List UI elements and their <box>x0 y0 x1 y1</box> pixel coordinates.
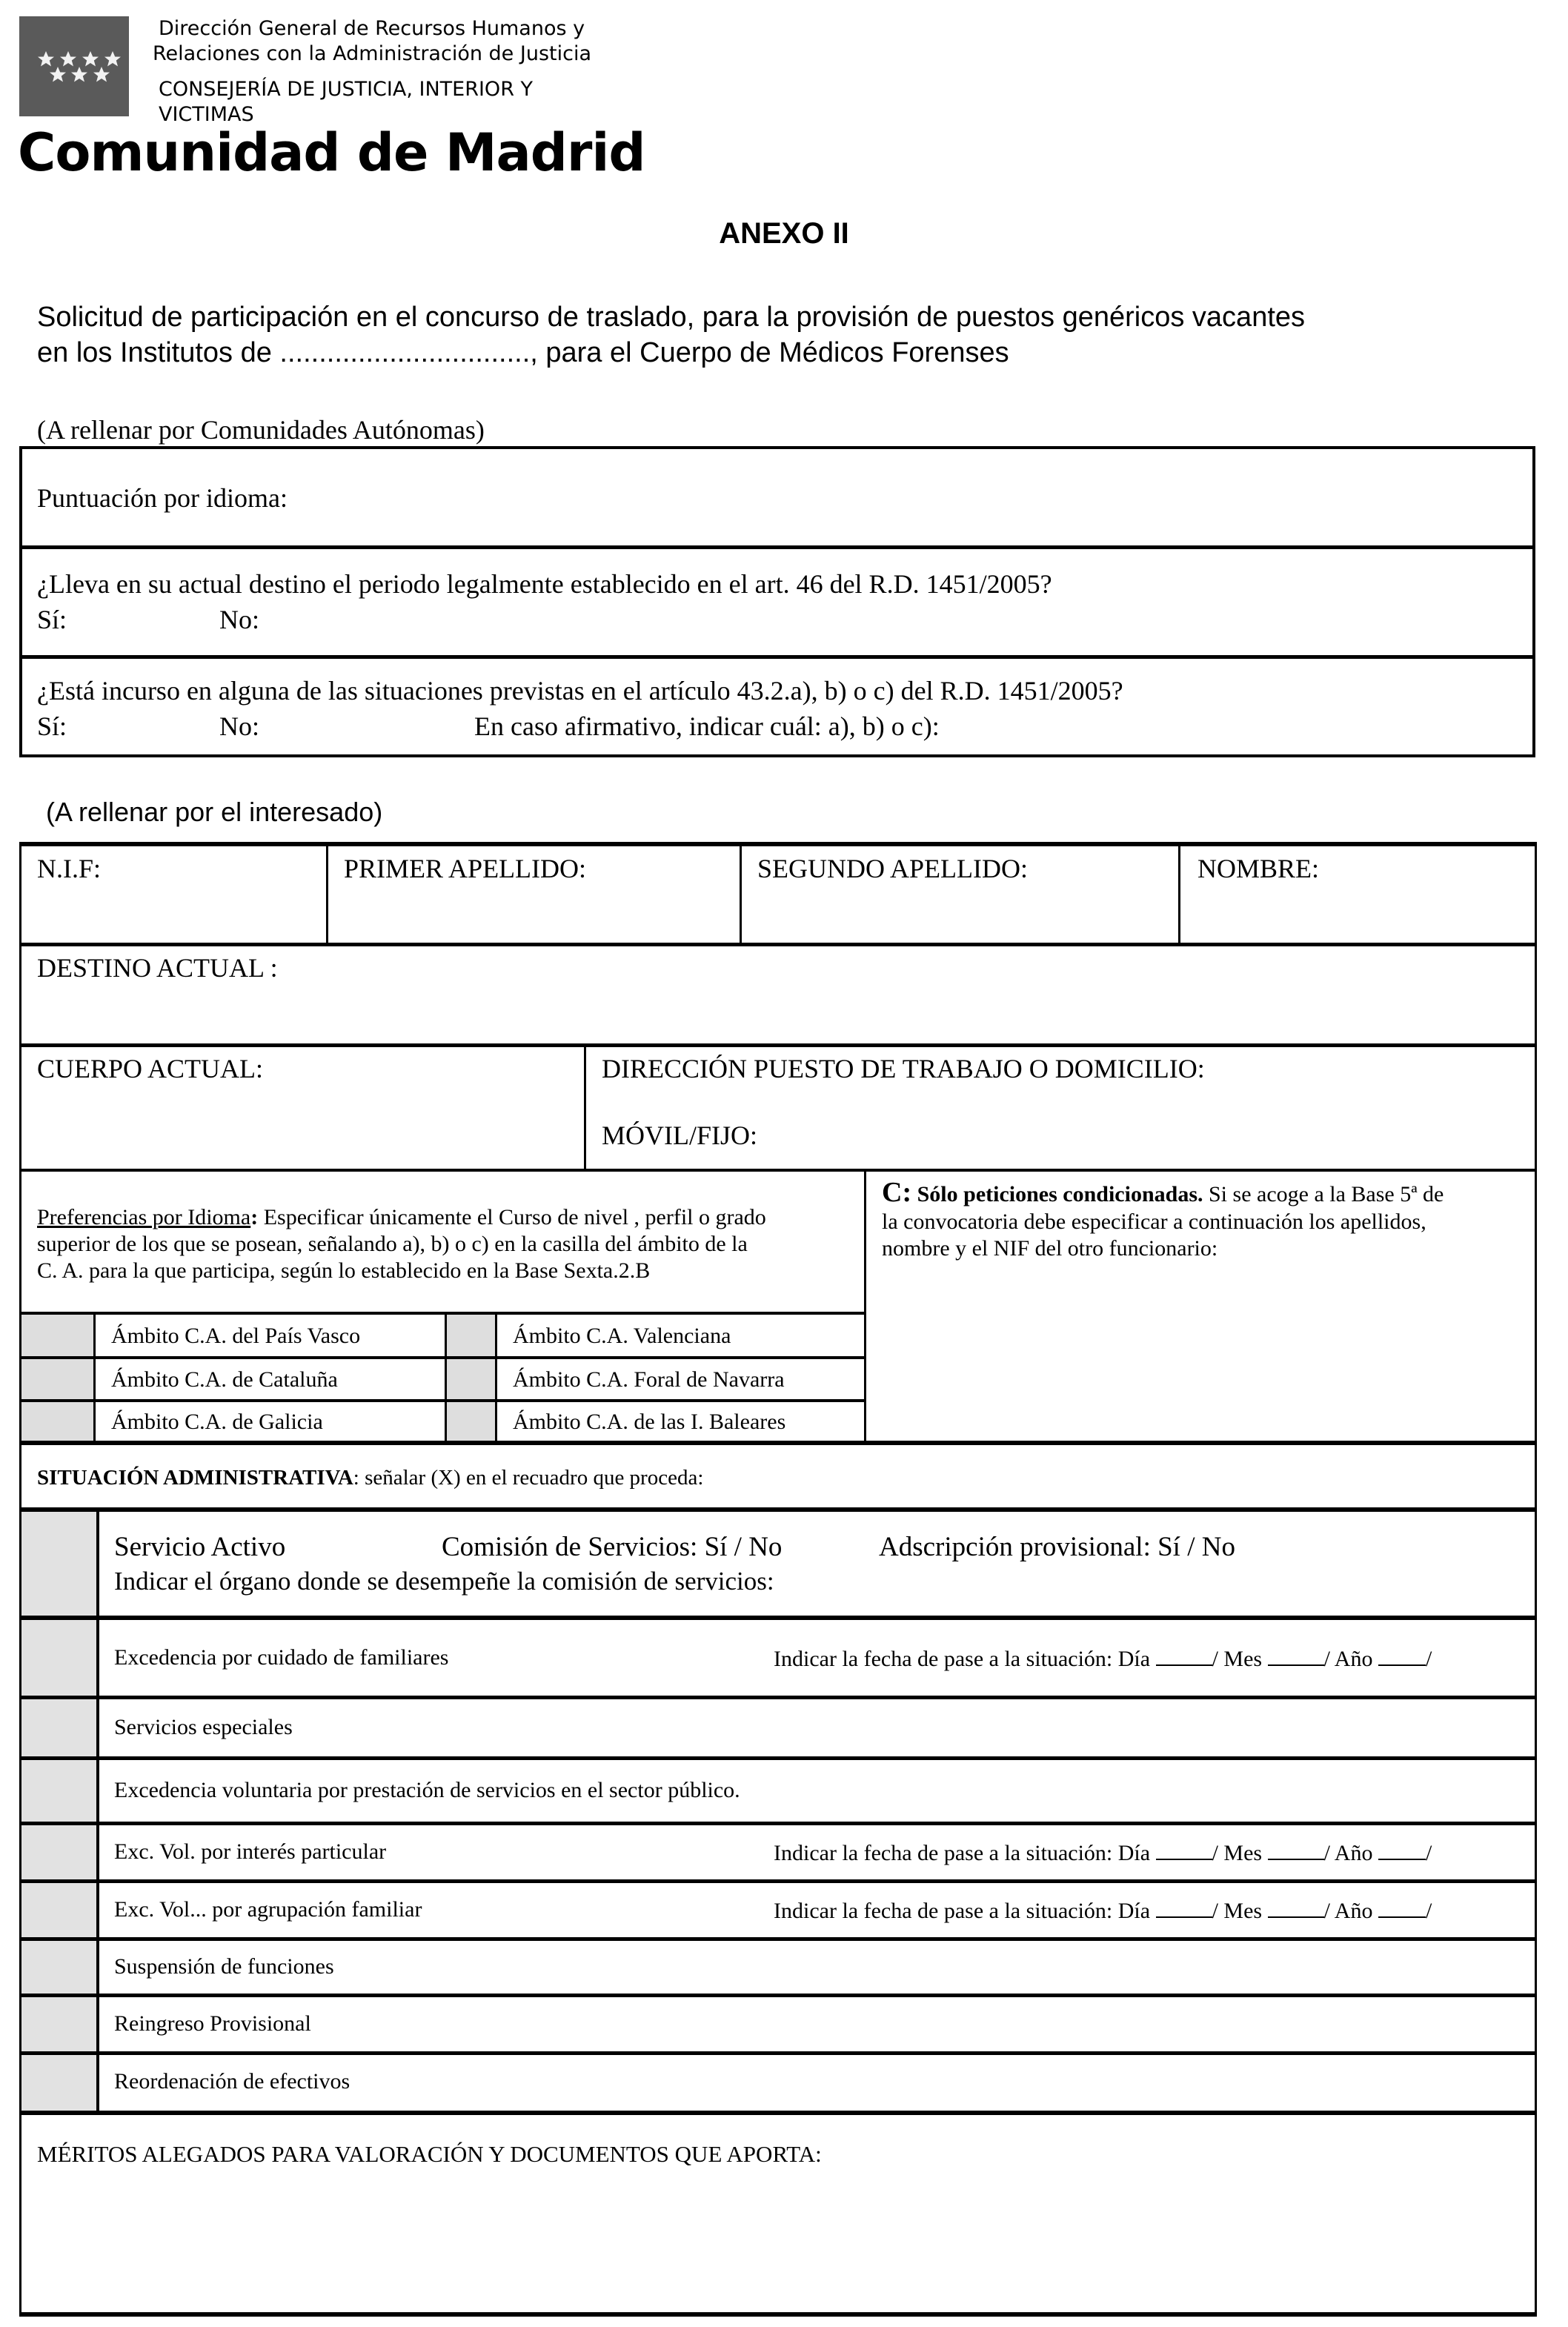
current-post-input[interactable] <box>30 989 1529 1035</box>
conditional-letter: C: <box>882 1177 912 1208</box>
divider <box>19 1937 1537 1941</box>
day-blank[interactable] <box>1156 1644 1212 1666</box>
language-preferences-text-2: superior de los que se posean, señalando a), b) o c) en la casilla del ámbito de la <box>37 1232 748 1256</box>
status-date-row <box>774 1838 1432 1868</box>
region-label-galicia: Ámbito C.A. de Galicia <box>111 1410 323 1434</box>
status-option-label: Reingreso Provisional <box>114 2011 311 2036</box>
divider <box>19 842 1537 846</box>
region-label-cataluna: Ámbito C.A. de Cataluña <box>111 1367 338 1392</box>
commission-organ-label: Indicar el órgano donde se desempeñe la comisión de servicios: <box>114 1567 774 1596</box>
region-checkbox-galicia[interactable] <box>21 1402 93 1441</box>
divider <box>19 943 1537 946</box>
status-date-row <box>774 1896 1432 1925</box>
month-blank[interactable] <box>1268 1838 1324 1860</box>
question-1-yes-label: Sí: <box>37 605 67 634</box>
status-option-label: Servicios especiales <box>114 1715 293 1739</box>
merits-label: MÉRITOS ALEGADOS PARA VALORACIÓN Y DOCUMENTOS QUE APORTA: <box>37 2141 822 2167</box>
date-year-label: / Año <box>1323 1647 1373 1671</box>
divider <box>19 2111 1537 2115</box>
status-option-label: Reordenación de efectivos <box>114 2069 351 2094</box>
provisional-assignment-label: Adscripción provisional: Sí / No <box>879 1532 1235 1562</box>
merits-input[interactable] <box>30 2179 1529 2308</box>
date-prefix: Indicar la fecha de pase a la situación: Día <box>774 1647 1151 1671</box>
language-preferences-text-3: C. A. para la que participa, según lo establecido en la Base Sexta.2.B <box>37 1258 651 1283</box>
conditional-heading: Sólo peticiones condicionadas. <box>911 1182 1203 1206</box>
question-period-established: ¿Lleva en su actual destino el periodo legalmente establecido en el art. 46 del R.D. 1451/2005? <box>37 569 1052 599</box>
question-1-no-label: No: <box>219 605 259 634</box>
current-post-label: DESTINO ACTUAL : <box>37 953 278 983</box>
status-checkbox-care-leave[interactable] <box>21 1620 96 1697</box>
question-2-yes-input[interactable] <box>82 708 210 744</box>
question-1-no-input[interactable] <box>268 602 449 637</box>
conditional-requests-text-3: nombre y el NIF del otro funcionario: <box>882 1236 1218 1261</box>
language-preferences-instruction: Especificar únicamente el Curso de nivel , perfil o grado <box>258 1205 766 1229</box>
admin-status-heading-row <box>37 1464 703 1492</box>
phone-label: MÓVIL/FIJO: <box>602 1121 758 1150</box>
question-2-no-input[interactable] <box>268 708 464 744</box>
region-checkbox-baleares[interactable] <box>447 1402 495 1441</box>
conditional-other-official-input[interactable] <box>877 1267 1529 1438</box>
question-situations-43: ¿Está incurso en alguna de las situaciones previstas en el artículo 43.2.a), b) o c) del R.D. 1451/2005? <box>37 676 1123 706</box>
document-title: ANEXO II <box>719 217 849 250</box>
first-surname-input[interactable] <box>336 889 735 935</box>
day-blank[interactable] <box>1156 1838 1212 1860</box>
applicant-section-note: (A rellenar por el interesado) <box>46 797 383 827</box>
status-option-label: Excedencia por cuidado de familiares <box>114 1645 449 1670</box>
question-2-followup-input[interactable] <box>1023 708 1515 744</box>
date-month-label: / Mes <box>1212 1841 1263 1865</box>
name-label: NOMBRE: <box>1197 854 1320 883</box>
status-checkbox-public-sector-leave[interactable] <box>21 1759 96 1823</box>
language-preferences-text-1 <box>37 1204 766 1232</box>
status-checkbox-provisional-reentry[interactable] <box>21 1996 96 2053</box>
brand-title: Comunidad de Madrid <box>18 122 645 183</box>
divider <box>19 1399 866 1402</box>
divider <box>19 2312 1537 2317</box>
comunidad-madrid-logo <box>19 16 129 116</box>
divider <box>19 2051 1537 2055</box>
current-body-input[interactable] <box>30 1097 581 1158</box>
status-checkbox-special-services[interactable] <box>21 1699 96 1758</box>
seven-stars-flag-icon <box>19 16 129 116</box>
question-1-yes-input[interactable] <box>82 602 210 637</box>
status-date-row <box>774 1644 1432 1673</box>
region-checkbox-navarra[interactable] <box>447 1359 495 1399</box>
region-label-pais-vasco: Ámbito C.A. del País Vasco <box>111 1324 361 1348</box>
current-body-label: CUERPO ACTUAL: <box>37 1054 264 1083</box>
date-end: / <box>1425 1841 1432 1865</box>
date-end: / <box>1425 1899 1432 1923</box>
admin-status-heading: SITUACIÓN ADMINISTRATIVA <box>37 1466 353 1490</box>
intro-line-1: Solicitud de participación en el concurso de traslado, para la provisión de puestos genéricos vacantes <box>37 302 1306 333</box>
status-option-label: Exc. Vol... por agrupación familiar <box>114 1897 422 1922</box>
conditional-requests-text-2: la convocatoria debe especificar a continuación los apellidos, <box>882 1209 1426 1234</box>
divider <box>19 545 1535 549</box>
org-department-line-1: CONSEJERÍA DE JUSTICIA, INTERIOR Y <box>159 78 534 101</box>
nif-input[interactable] <box>30 889 322 935</box>
divider <box>584 1045 586 1169</box>
language-score-label: Puntuación por idioma: <box>37 483 288 513</box>
divider <box>19 1756 1537 1760</box>
conditional-instruction: Si se acoge a la Base 5ª de <box>1203 1182 1444 1206</box>
org-department-line-2: VICTIMAS <box>159 103 254 126</box>
year-blank[interactable] <box>1378 1896 1426 1918</box>
status-checkbox-personal-interest-leave[interactable] <box>21 1825 96 1881</box>
region-checkbox-cataluna[interactable] <box>21 1359 93 1399</box>
status-option-label: Exc. Vol. por interés particular <box>114 1839 387 1864</box>
second-surname-input[interactable] <box>750 889 1174 935</box>
divider <box>495 1313 497 1442</box>
org-directorate-line-1: Dirección General de Recursos Humanos y <box>159 17 585 40</box>
admin-status-instruction: : señalar (X) en el recuadro que proceda: <box>353 1466 704 1490</box>
divider <box>19 655 1535 659</box>
divider <box>19 1822 1537 1825</box>
divider <box>19 1616 1537 1620</box>
divider <box>19 1043 1537 1047</box>
intro-line-2: en los Institutos de ................................, para el Cuerpo de Médicos Forenses <box>37 337 1009 368</box>
divider <box>1178 845 1180 944</box>
region-label-valenciana: Ámbito C.A. Valenciana <box>513 1324 731 1348</box>
divider <box>19 1879 1537 1883</box>
divider <box>740 845 742 944</box>
commission-services-label: Comisión de Servicios: Sí / No <box>442 1532 783 1562</box>
divider <box>19 1356 866 1359</box>
date-month-label: / Mes <box>1212 1899 1263 1923</box>
second-surname-label: SEGUNDO APELLIDO: <box>757 854 1028 883</box>
question-2-yes-label: Sí: <box>37 711 67 741</box>
status-option-label: Suspensión de funciones <box>114 1954 334 1979</box>
name-input[interactable] <box>1189 889 1529 935</box>
first-surname-label: PRIMER APELLIDO: <box>344 854 587 883</box>
status-option-label: Excedencia voluntaria por prestación de servicios en el sector público. <box>114 1778 740 1802</box>
org-directorate-line-2: Relaciones con la Administración de Justicia <box>153 42 591 65</box>
status-checkbox-staff-reorganization[interactable] <box>21 2054 96 2111</box>
ccaa-section-note: (A rellenar por Comunidades Autónomas) <box>37 415 485 445</box>
heading-colon: : <box>250 1205 259 1229</box>
date-year-label: / Año <box>1323 1841 1373 1865</box>
year-blank[interactable] <box>1378 1838 1426 1860</box>
nif-label: N.I.F: <box>37 854 102 883</box>
date-year-label: / Año <box>1323 1899 1373 1923</box>
status-checkbox-family-grouping-leave[interactable] <box>21 1882 96 1939</box>
divider <box>93 1313 96 1442</box>
conditional-requests-text-1 <box>882 1178 1444 1209</box>
divider <box>96 1510 99 2114</box>
year-blank[interactable] <box>1378 1644 1426 1666</box>
divider <box>19 1441 1537 1445</box>
question-2-followup-label: En caso afirmativo, indicar cuál: a), b) o c): <box>474 711 940 741</box>
month-blank[interactable] <box>1268 1644 1324 1666</box>
region-checkbox-pais-vasco[interactable] <box>21 1315 93 1356</box>
divider <box>19 1312 866 1315</box>
divider <box>19 1696 1537 1699</box>
question-2-no-label: No: <box>219 711 259 741</box>
address-label: DIRECCIÓN PUESTO DE TRABAJO O DOMICILIO: <box>602 1054 1205 1083</box>
region-label-navarra: Ámbito C.A. Foral de Navarra <box>513 1367 785 1392</box>
date-end: / <box>1425 1647 1432 1671</box>
language-score-input[interactable] <box>341 479 1515 517</box>
region-checkbox-valenciana[interactable] <box>447 1315 495 1356</box>
divider <box>19 1994 1537 1997</box>
day-blank[interactable] <box>1156 1896 1212 1918</box>
divider <box>864 1169 866 1444</box>
date-prefix: Indicar la fecha de pase a la situación: Día <box>774 1899 1151 1923</box>
phone-input[interactable] <box>793 1118 1529 1158</box>
divider <box>326 845 328 944</box>
date-prefix: Indicar la fecha de pase a la situación: Día <box>774 1841 1151 1865</box>
region-label-baleares: Ámbito C.A. de las I. Baleares <box>513 1410 786 1434</box>
active-service-label: Servicio Activo <box>114 1532 286 1562</box>
month-blank[interactable] <box>1268 1896 1324 1918</box>
language-preferences-heading: Preferencias por Idioma <box>37 1205 251 1229</box>
status-checkbox-suspension[interactable] <box>21 1940 96 1995</box>
date-month-label: / Mes <box>1212 1647 1263 1671</box>
status-checkbox-active-service[interactable] <box>21 1512 96 1616</box>
divider <box>19 1507 1537 1512</box>
commission-organ-input[interactable] <box>830 1564 1529 1601</box>
